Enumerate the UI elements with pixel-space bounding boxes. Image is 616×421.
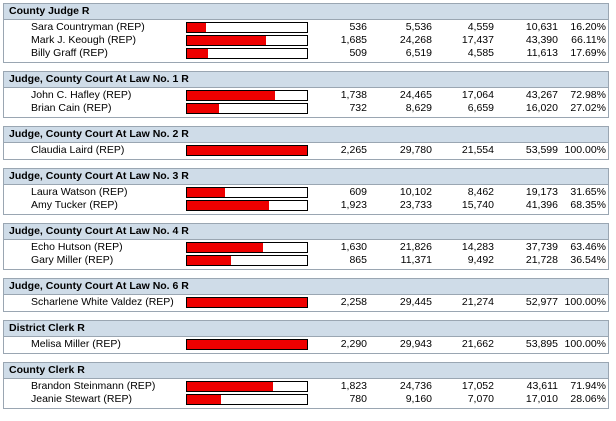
total-votes-cell: 52,977: [525, 296, 558, 308]
candidate-list: [3, 185, 609, 215]
vote-share-bar-fill: [187, 382, 273, 391]
vote-share-bar-fill: [187, 340, 307, 349]
vote-share-bar-fill: [187, 188, 225, 197]
mail-votes-cell: 4,585: [467, 47, 494, 59]
total-votes-cell: 41,396: [525, 199, 558, 211]
total-votes-cell: 43,611: [526, 380, 558, 392]
candidate-list: [3, 88, 609, 118]
vote-percent-cell: 36.54%: [570, 254, 606, 266]
candidate-name: Laura Watson (REP): [31, 186, 128, 198]
candidate-list: [3, 295, 609, 312]
vote-share-bar: [186, 339, 308, 350]
mail-votes-cell: 15,740: [461, 199, 494, 211]
race-section: [3, 168, 609, 215]
early-votes-cell: 1,630: [340, 241, 367, 253]
mail-votes-cell: 21,662: [461, 338, 494, 350]
race-title: Judge, County Court At Law No. 6 R: [3, 278, 609, 295]
total-votes-cell: 43,390: [525, 34, 558, 46]
early-votes-cell: 2,265: [340, 144, 367, 156]
vote-percent-cell: 27.02%: [570, 102, 606, 114]
mail-votes-cell: 14,283: [461, 241, 494, 253]
vote-share-bar-fill: [187, 395, 221, 404]
total-votes-cell: 53,599: [525, 144, 558, 156]
election-results: [3, 3, 609, 417]
mail-votes-cell: 21,274: [461, 296, 494, 308]
vote-share-bar-fill: [187, 146, 307, 155]
early-votes-cell: 780: [349, 393, 367, 405]
race-section: [3, 223, 609, 270]
candidate-name: Melisa Miller (REP): [31, 338, 121, 350]
vote-percent-cell: 63.46%: [570, 241, 606, 253]
mail-votes-cell: 17,064: [461, 89, 494, 101]
race-title: County Judge R: [3, 3, 609, 20]
vote-share-bar: [186, 297, 308, 308]
mail-votes-cell: 17,437: [461, 34, 494, 46]
mail-votes-cell: 4,559: [467, 21, 494, 33]
candidate-name: Brian Cain (REP): [31, 102, 112, 114]
vote-share-bar: [186, 242, 308, 253]
race-section: [3, 362, 609, 409]
vote-share-bar: [186, 200, 308, 211]
election-day-votes-cell: 24,736: [399, 380, 432, 392]
candidate-row: [4, 186, 608, 199]
total-votes-cell: 11,613: [526, 47, 558, 59]
total-votes-cell: 17,010: [525, 393, 558, 405]
candidate-row: [4, 254, 608, 267]
race-section: [3, 126, 609, 160]
election-day-votes-cell: 24,268: [399, 34, 432, 46]
vote-percent-cell: 31.65%: [570, 186, 606, 198]
total-votes-cell: 53,895: [525, 338, 558, 350]
total-votes-cell: 19,173: [525, 186, 558, 198]
total-votes-cell: 21,728: [525, 254, 558, 266]
vote-percent-cell: 28.06%: [570, 393, 606, 405]
candidate-list: [3, 379, 609, 409]
race-title: County Clerk R: [3, 362, 609, 379]
race-section: [3, 278, 609, 312]
candidate-name: Gary Miller (REP): [31, 254, 114, 266]
election-day-votes-cell: 10,102: [399, 186, 432, 198]
vote-percent-cell: 66.11%: [571, 34, 606, 46]
vote-share-bar-fill: [187, 298, 307, 307]
election-day-votes-cell: 24,465: [399, 89, 432, 101]
vote-share-bar: [186, 22, 308, 33]
election-day-votes-cell: 29,445: [399, 296, 432, 308]
candidate-name: Mark J. Keough (REP): [31, 34, 137, 46]
vote-share-bar: [186, 35, 308, 46]
election-day-votes-cell: 23,733: [399, 199, 432, 211]
early-votes-cell: 1,738: [340, 89, 367, 101]
candidate-row: [4, 144, 608, 157]
early-votes-cell: 2,258: [340, 296, 367, 308]
race-section: [3, 71, 609, 118]
vote-percent-cell: 72.98%: [570, 89, 606, 101]
early-votes-cell: 1,823: [340, 380, 367, 392]
vote-percent-cell: 17.69%: [570, 47, 606, 59]
early-votes-cell: 536: [349, 21, 367, 33]
candidate-name: Amy Tucker (REP): [31, 199, 118, 211]
vote-share-bar-fill: [187, 104, 219, 113]
vote-percent-cell: 68.35%: [570, 199, 606, 211]
mail-votes-cell: 21,554: [461, 144, 494, 156]
early-votes-cell: 865: [349, 254, 367, 266]
candidate-row: [4, 102, 608, 115]
race-section: [3, 3, 609, 63]
race-title: Judge, County Court At Law No. 1 R: [3, 71, 609, 88]
candidate-row: [4, 21, 608, 34]
vote-share-bar-fill: [187, 36, 266, 45]
vote-share-bar: [186, 90, 308, 101]
candidate-row: [4, 199, 608, 212]
total-votes-cell: 10,631: [525, 21, 558, 33]
candidate-list: [3, 20, 609, 63]
vote-share-bar: [186, 48, 308, 59]
election-day-votes-cell: 9,160: [405, 393, 432, 405]
candidate-row: [4, 338, 608, 351]
candidate-row: [4, 380, 608, 393]
vote-share-bar: [186, 103, 308, 114]
vote-share-bar: [186, 187, 308, 198]
vote-share-bar-fill: [187, 201, 269, 210]
election-day-votes-cell: 8,629: [405, 102, 432, 114]
candidate-row: [4, 89, 608, 102]
candidate-name: Claudia Laird (REP): [31, 144, 125, 156]
election-day-votes-cell: 29,780: [399, 144, 432, 156]
mail-votes-cell: 8,462: [467, 186, 494, 198]
vote-share-bar-fill: [187, 49, 208, 58]
candidate-name: Sara Countryman (REP): [31, 21, 145, 33]
early-votes-cell: 1,923: [340, 199, 367, 211]
vote-percent-cell: 100.00%: [564, 338, 606, 350]
vote-share-bar-fill: [187, 91, 275, 100]
candidate-name: John C. Hafley (REP): [31, 89, 132, 101]
race-section: [3, 320, 609, 354]
vote-share-bar: [186, 394, 308, 405]
vote-share-bar-fill: [187, 256, 231, 265]
vote-percent-cell: 71.94%: [570, 380, 606, 392]
candidate-row: [4, 47, 608, 60]
early-votes-cell: 609: [349, 186, 367, 198]
early-votes-cell: 1,685: [340, 34, 367, 46]
mail-votes-cell: 6,659: [467, 102, 494, 114]
vote-percent-cell: 16.20%: [570, 21, 606, 33]
candidate-name: Jeanie Stewart (REP): [31, 393, 132, 405]
early-votes-cell: 732: [349, 102, 367, 114]
election-day-votes-cell: 29,943: [399, 338, 432, 350]
total-votes-cell: 16,020: [525, 102, 558, 114]
candidate-list: [3, 240, 609, 270]
total-votes-cell: 43,267: [525, 89, 558, 101]
mail-votes-cell: 7,070: [467, 393, 494, 405]
candidate-row: [4, 34, 608, 47]
early-votes-cell: 509: [349, 47, 367, 59]
vote-share-bar: [186, 145, 308, 156]
election-day-votes-cell: 6,519: [405, 47, 432, 59]
race-title: Judge, County Court At Law No. 3 R: [3, 168, 609, 185]
election-day-votes-cell: 11,371: [400, 254, 432, 266]
vote-share-bar: [186, 381, 308, 392]
mail-votes-cell: 9,492: [467, 254, 494, 266]
candidate-name: Billy Graff (REP): [31, 47, 108, 59]
candidate-list: [3, 143, 609, 160]
vote-percent-cell: 100.00%: [564, 296, 606, 308]
race-title: Judge, County Court At Law No. 2 R: [3, 126, 609, 143]
vote-share-bar: [186, 255, 308, 266]
election-day-votes-cell: 21,826: [399, 241, 432, 253]
candidate-name: Echo Hutson (REP): [31, 241, 123, 253]
race-title: District Clerk R: [3, 320, 609, 337]
candidate-row: [4, 296, 608, 309]
early-votes-cell: 2,290: [340, 338, 367, 350]
candidate-list: [3, 337, 609, 354]
candidate-row: [4, 241, 608, 254]
total-votes-cell: 37,739: [525, 241, 558, 253]
candidate-row: [4, 393, 608, 406]
candidate-name: Scharlene White Valdez (REP): [31, 296, 174, 308]
candidate-name: Brandon Steinmann (REP): [31, 380, 156, 392]
race-title: Judge, County Court At Law No. 4 R: [3, 223, 609, 240]
election-day-votes-cell: 5,536: [405, 21, 432, 33]
vote-percent-cell: 100.00%: [564, 144, 606, 156]
mail-votes-cell: 17,052: [461, 380, 494, 392]
vote-share-bar-fill: [187, 243, 263, 252]
vote-share-bar-fill: [187, 23, 206, 32]
